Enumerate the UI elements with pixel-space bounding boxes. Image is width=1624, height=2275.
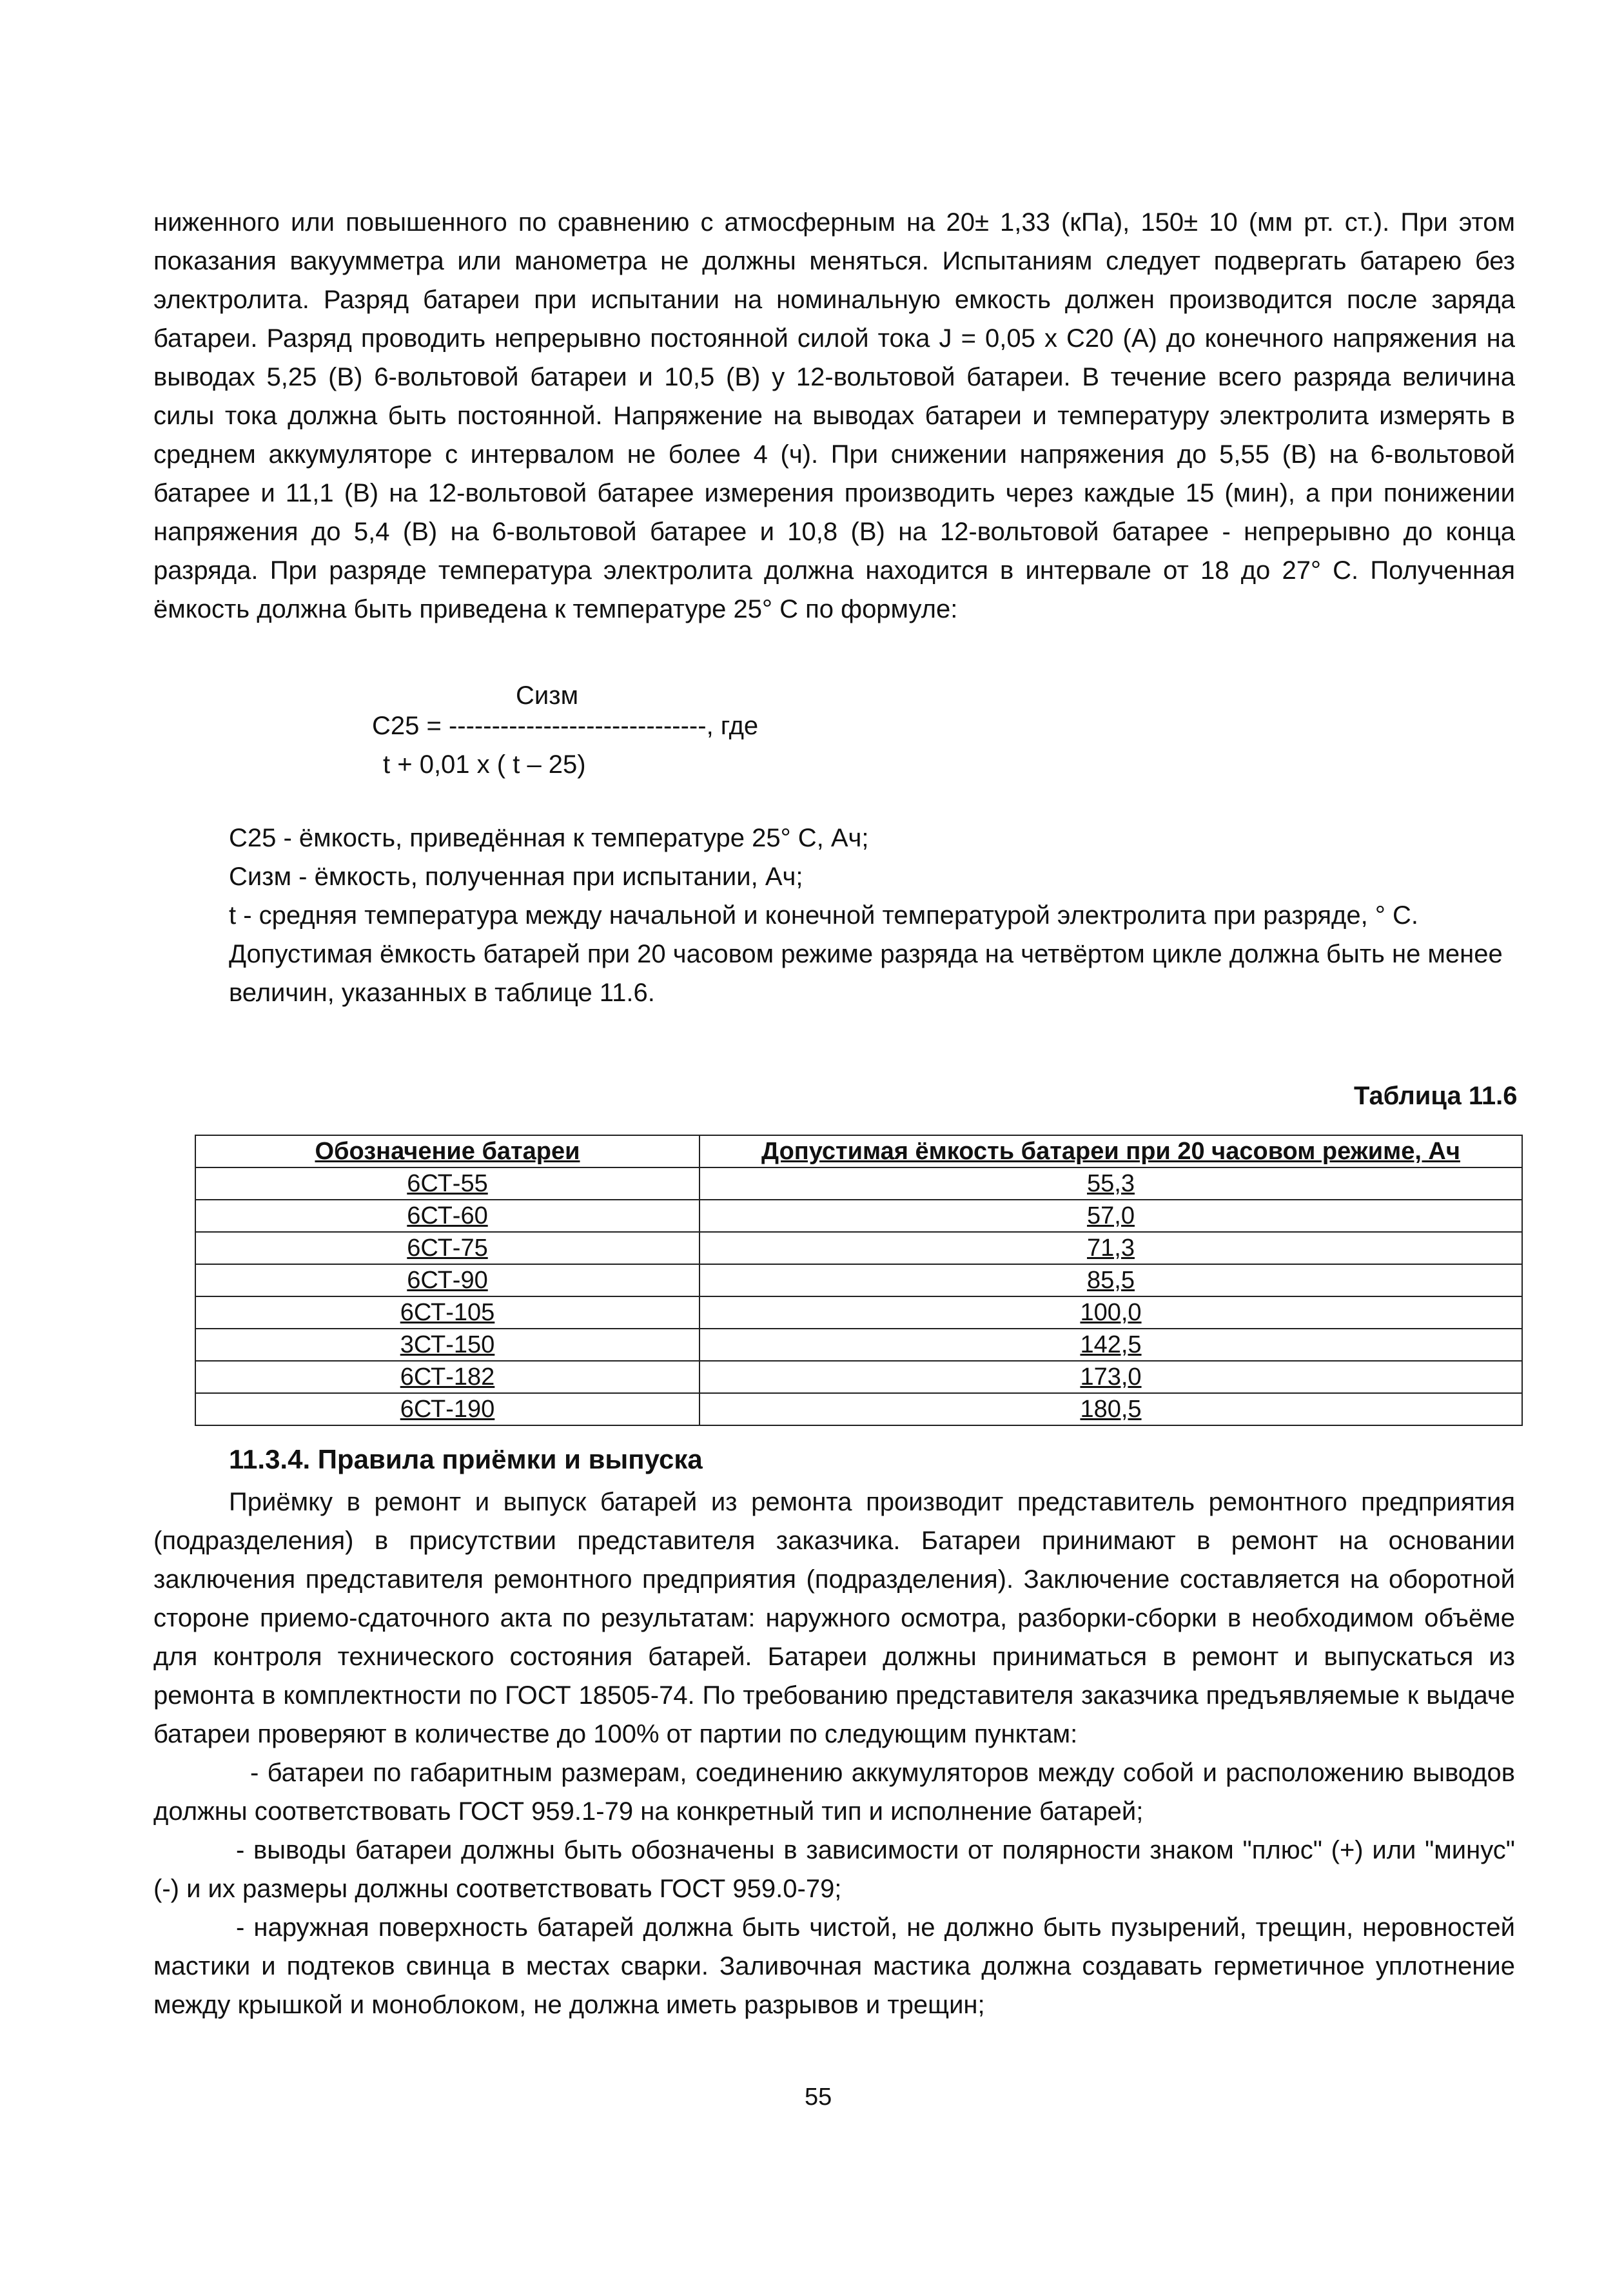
table-cell-battery: 6СТ-60 (195, 1200, 699, 1232)
table-header-battery: Обозначение батареи (195, 1135, 699, 1167)
formula-main-line: С25 = ------------------------------, где (372, 712, 759, 740)
table-row (195, 1329, 1522, 1361)
table-cell-capacity: 71,3 (699, 1232, 1522, 1264)
table-row (195, 1232, 1522, 1264)
table-row (195, 1296, 1522, 1329)
formula-denominator: t + 0,01 х ( t – 25) (383, 750, 586, 779)
table-cell-capacity: 85,5 (699, 1264, 1522, 1296)
table-row (195, 1393, 1522, 1425)
acceptance-text: Приёмку в ремонт и выпуск батарей из ремонта производит представитель ремонтного предприятия (подразделения) в присутствии представителя заказчика. Батареи принимают в ремонт на основании заключения представителя ремонтного предприятия (подразделения). Заключение составляется на оборотной стороне приемо-сдаточного акта по результатам: наружного осмотра, разборки-сборки в необходимом объёме для контроля технического состояния батарей. Батареи должны приниматься в ремонт и выпускаться из ремонта в комплектности по ГОСТ 18505-74. По требованию представителя заказчика предъявляемые к выдаче батареи проверяют в количестве до 100% от партии по следующим пунктам: (153, 1488, 1515, 1748)
table-caption: Таблица 11.6 (1354, 1082, 1518, 1110)
table-cell-capacity: 180,5 (699, 1393, 1522, 1425)
table-cell-capacity: 100,0 (699, 1296, 1522, 1329)
definition-c25: С25 - ёмкость, приведённая к температуре 25° С, Ач; (229, 824, 869, 852)
table-header-row (195, 1135, 1522, 1167)
section-title: 11.3.4. Правила приёмки и выпуска (229, 1444, 703, 1474)
bullet-dimensions: - батареи по габаритным размерам, соединению аккумуляторов между собой и расположению выводов должны соответствовать ГОСТ 959.1-79 на конкретный тип и исполнение батарей; (153, 1759, 1515, 1826)
capacity-table (195, 1135, 1523, 1426)
table-cell-battery: 6СТ-75 (195, 1232, 699, 1264)
table-header-capacity: Допустимая ёмкость батареи при 20 часовом режиме, Ач (699, 1135, 1522, 1167)
page-number: 55 (805, 2084, 832, 2111)
bullet-surface: - наружная поверхность батарей должна быть чистой, не должно быть пузырений, трещин, неровностей мастики и подтеков свинца в местах сварки. Заливочная мастика должна создавать герметичное уплотнение между крышкой и моноблоком, не должна иметь разрывов и трещин; (153, 1913, 1515, 2019)
definition-cizm: Сизм - ёмкость, полученная при испытании, Ач; (229, 863, 803, 891)
paragraph-acceptance (153, 1483, 1515, 2024)
table-row (195, 1167, 1522, 1200)
table-row (195, 1200, 1522, 1232)
table-cell-battery: 6СТ-182 (195, 1361, 699, 1393)
table-cell-battery: 3СТ-150 (195, 1329, 699, 1361)
table-cell-battery: 6СТ-190 (195, 1393, 699, 1425)
definitions-block (229, 819, 1515, 1012)
paragraph-discharge-test: ниженного или повышенного по сравнению с атмосферным на 20± 1,33 (кПа), 150± 10 (мм рт. ст.). При этом показания вакуумметра или манометра не должны меняться. Испытаниям следует подвергать батарею без электролита. Разряд батареи при испытании на номинальную емкость должен производится после заряда батареи. Разряд проводить непрерывно постоянной силой тока J = 0,05 х С20 (А) до конечного напряжения на выводах 5,25 (В) 6-вольтовой батареи и 10,5 (В) у 12-вольтовой батареи. В течение всего разряда величина силы тока должна быть постоянной. Напряжение на выводах батареи и температуру электролита измерять в среднем аккумуляторе с интервалом не более 4 (ч). При снижении напряжения до 5,55 (В) на 6-вольтовой батарее и 11,1 (В) на 12-вольтовой батарее измерения производить через каждые 15 (мин), а при понижении напряжения до 5,4 (В) на 6-вольтовой батарее и 10,8 (В) на 12-вольтовой батарее - непрерывно до конца разряда. При разряде температура электролита должна находится в интервале от 18 до 27° С. Полученная ёмкость должна быть приведена к температуре 25° С по формуле: (153, 208, 1515, 623)
table-row (195, 1361, 1522, 1393)
table-cell-capacity: 142,5 (699, 1329, 1522, 1361)
table-row (195, 1264, 1522, 1296)
table-cell-capacity: 55,3 (699, 1167, 1522, 1200)
table-cell-battery: 6СТ-55 (195, 1167, 699, 1200)
table-cell-capacity: 173,0 (699, 1361, 1522, 1393)
definition-t: t - средняя температура между начальной и конечной температурой электролита при разряде, ° С. (229, 901, 1418, 930)
paragraph-allowable-capacity: Допустимая ёмкость батарей при 20 часовом режиме разряда на четвёртом цикле должна быть не менее величин, указанных в таблице 11.6. (229, 940, 1503, 1007)
table-cell-capacity: 57,0 (699, 1200, 1522, 1232)
formula-numerator: Сизм (516, 681, 579, 710)
table-cell-battery: 6СТ-105 (195, 1296, 699, 1329)
table-cell-battery: 6СТ-90 (195, 1264, 699, 1296)
bullet-terminals: - выводы батареи должны быть обозначены в зависимости от полярности знаком "плюс" (+) или "минус" (-) и их размеры должны соответствовать ГОСТ 959.0-79; (153, 1836, 1515, 1903)
